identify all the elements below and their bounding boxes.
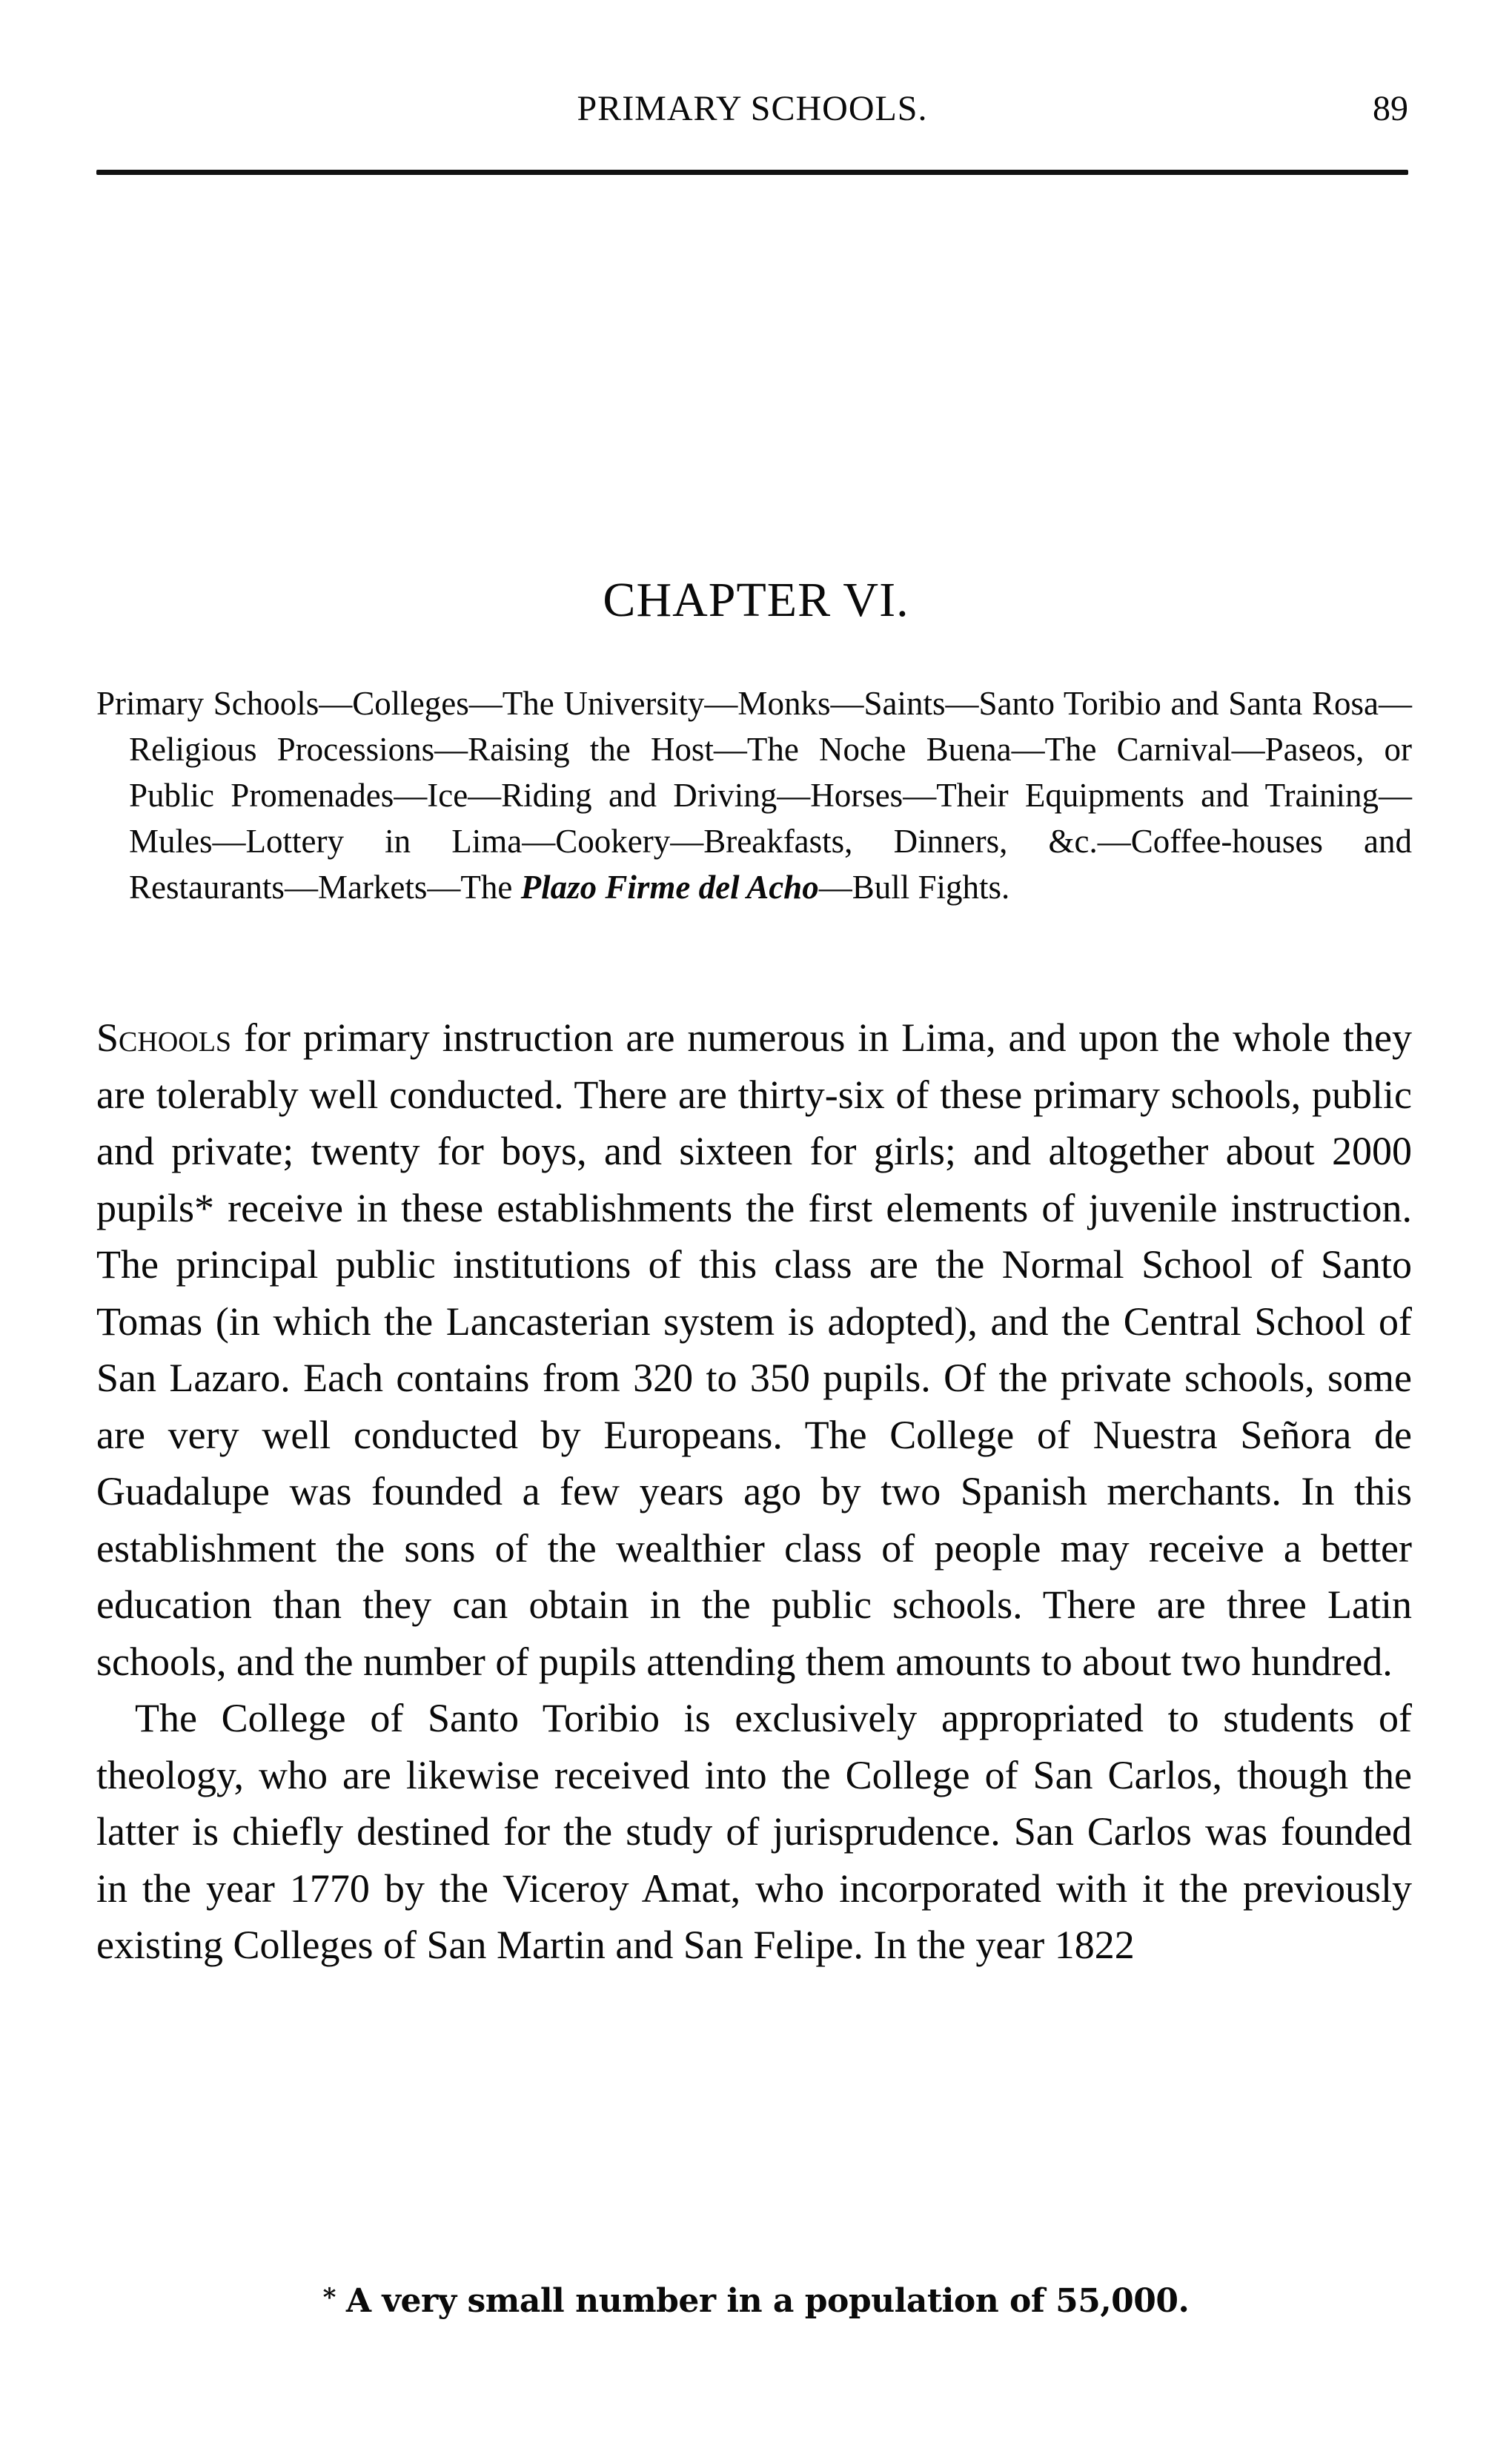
- chapter-title: CHAPTER VI.: [603, 573, 909, 627]
- paragraph-text: for primary instruction are numerous in Lima, and upon the whole they are tolerably well conducted. There are thirty-six of these primary schools, public and private; twenty for boys, and sixteen for girls; and altogether about 2000 pupils* receive in these establishments the first elements of juvenile instruction. The principal public institutions of this class are the Normal School of Santo Tomas (in which the Lancasterian system is adopted), and the Central School of San Lazaro. Each contains from 320 to 350 pupils. Of the private schools, some are very well conducted by Europeans. The College of Nuestra Señora de Guadalupe was founded a few years ago by two Spanish merchants. In this establishment the sons of the wealthier class of people may receive a better education than they can obtain in the public schools. There are three Latin schools, and the number of pupils attending them amounts to about two hundred.: [96, 1015, 1412, 1684]
- body-text: [96, 1009, 1412, 1974]
- header-rule: [96, 170, 1408, 175]
- page-number: 89: [1373, 89, 1408, 128]
- running-head: [96, 83, 1408, 135]
- paragraph: [96, 1690, 1412, 1974]
- paragraph: [96, 1009, 1412, 1690]
- chapter-summary-tail: —Bull Fights.: [818, 869, 1010, 906]
- chapter-summary: [96, 680, 1412, 910]
- footnote: [0, 2275, 1512, 2324]
- footnote-mark: *: [322, 2283, 336, 2312]
- running-head-title: PRIMARY SCHOOLS.: [577, 89, 928, 128]
- lead-word: Schools: [96, 1015, 232, 1060]
- footnote-text: A very small number in a population of 55,000.: [345, 2282, 1190, 2320]
- chapter-summary-text: Primary Schools—Colleges—The University—Monks—Saints—Santo Toribio and Santa Rosa—Religious Processions—Raising the Host—The Noche Buena—The Carnival—Paseos, or Public Promenades—Ice—Riding and Driving—Horses—Their Equipments and Training—Mules—Lottery in Lima—Cookery—Breakfasts, Dinners, &c.—Coffee-houses and Restaurants—Markets—The: [96, 685, 1412, 906]
- chapter-summary-italic: Plazo Firme del Acho: [520, 869, 819, 906]
- paragraph-text: The College of Santo Toribio is exclusively appropriated to students of theology, who are likewise received into the College of San Carlos, though the latter is chiefly destined for the study of jurisprudence. San Carlos was founded in the year 1770 by the Viceroy Amat, who incorporated with it the previously existing Colleges of San Martin and San Felipe. In the year 1822: [96, 1696, 1412, 1967]
